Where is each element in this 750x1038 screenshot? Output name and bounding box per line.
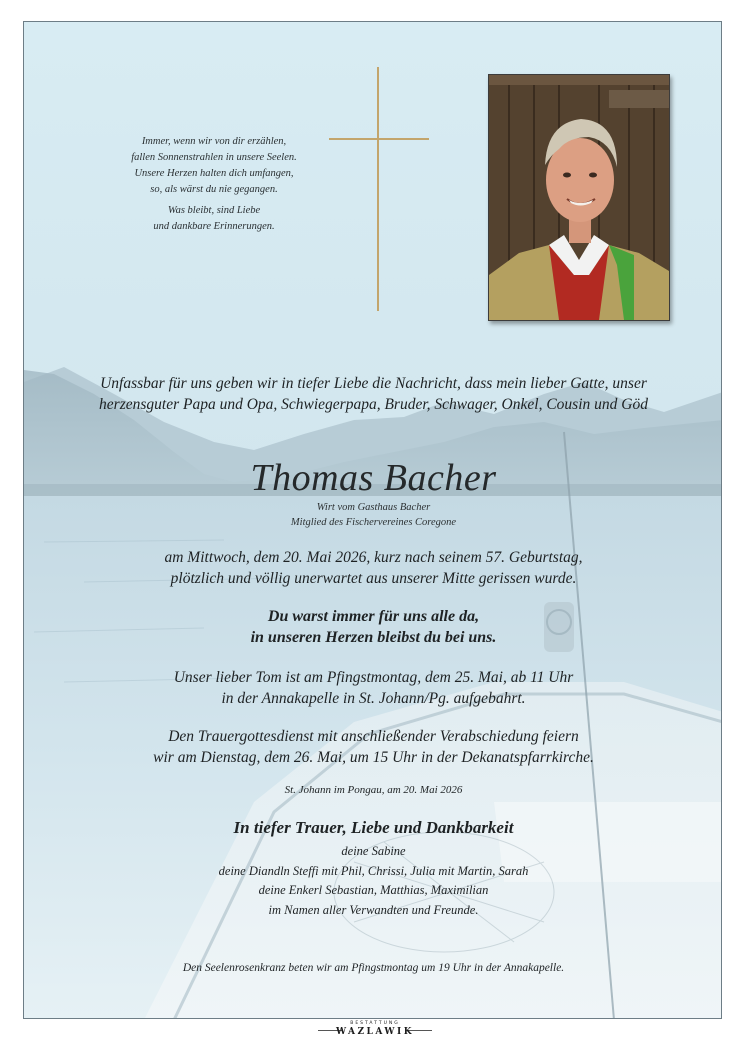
verse-line: Immer, wenn wir von dir erzählen, bbox=[141, 136, 287, 147]
place-and-date: St. Johann im Pongau, am 20. Mai 2026 bbox=[284, 784, 463, 796]
verse-line: so, als wärst du nie gegangen. bbox=[150, 184, 278, 195]
brand-tagline: BESTATTUNG bbox=[350, 1021, 400, 1026]
deceased-name: Thomas Bacher bbox=[250, 457, 497, 499]
service-line: Den Trauergottesdienst mit anschließender Verabschiedung feiern bbox=[168, 728, 579, 745]
portrait-photo bbox=[488, 74, 670, 321]
death-notice-line: plötzlich und völlig unerwartet aus unserer Mitte gerissen wurde. bbox=[170, 570, 577, 587]
rosary-note: Den Seelenrosenkranz beten wir am Pfingstmontag um 19 Uhr in der Annakapelle. bbox=[182, 962, 565, 974]
service-line: wir am Dienstag, dem 26. Mai, um 15 Uhr in der Dekanatspfarrkirche. bbox=[153, 749, 594, 766]
cross-icon-vertical bbox=[377, 67, 379, 311]
deceased-role: Wirt vom Gasthaus Bacher bbox=[316, 502, 431, 513]
memorial-verse bbox=[84, 134, 344, 235]
service-info bbox=[24, 726, 722, 768]
brand-name: WAZLAWIK bbox=[335, 1027, 415, 1037]
viewing-line: in der Annakapelle in St. Johann/Pg. aufgebahrt. bbox=[221, 690, 526, 707]
closing-line: In tiefer Trauer, Liebe und Dankbarkeit bbox=[233, 818, 514, 837]
deceased-membership: Mitglied des Fischervereines Coregone bbox=[290, 517, 457, 528]
motto-line: in unseren Herzen bleibst du bei uns. bbox=[250, 629, 497, 646]
verse-line: fallen Sonnenstrahlen in unsere Seelen. bbox=[131, 152, 297, 163]
verse-line: Was bleibt, sind Liebe bbox=[167, 205, 261, 216]
verse-line: Unsere Herzen halten dich umfangen, bbox=[134, 168, 294, 179]
mourner-line: im Namen aller Verwandten und Freunde. bbox=[268, 902, 479, 917]
death-notice-line: am Mittwoch, dem 20. Mai 2026, kurz nach seinem 57. Geburtstag, bbox=[164, 549, 583, 566]
funeral-home-logo bbox=[0, 1021, 750, 1037]
death-notice bbox=[24, 547, 722, 589]
cross-icon-horizontal bbox=[329, 138, 429, 140]
motto-line: Du warst immer für uns alle da, bbox=[267, 608, 480, 625]
obituary-card bbox=[23, 21, 722, 1019]
viewing-line: Unser lieber Tom ist am Pfingstmontag, dem 25. Mai, ab 11 Uhr bbox=[173, 669, 574, 686]
mourner-line: deine Enkerl Sebastian, Matthias, Maximilian bbox=[258, 883, 489, 897]
portrait-illustration bbox=[489, 75, 669, 320]
intro-text: Unfassbar für uns geben wir in tiefer Liebe die Nachricht, dass mein lieber Gatte, unser herzensguter Papa und Opa, Schwiegerpapa, Bruder, Schwager, Onkel, Cousin und Göd bbox=[99, 375, 648, 413]
motto bbox=[24, 606, 722, 648]
mourner-line: deine Diandln Steffi mit Phil, Chrissi, Julia mit Martin, Sarah bbox=[218, 863, 529, 878]
viewing-info bbox=[24, 667, 722, 709]
mourners-list bbox=[24, 842, 722, 920]
mourner-line: deine Sabine bbox=[341, 844, 406, 858]
verse-line: und dankbare Erinnerungen. bbox=[153, 221, 275, 232]
